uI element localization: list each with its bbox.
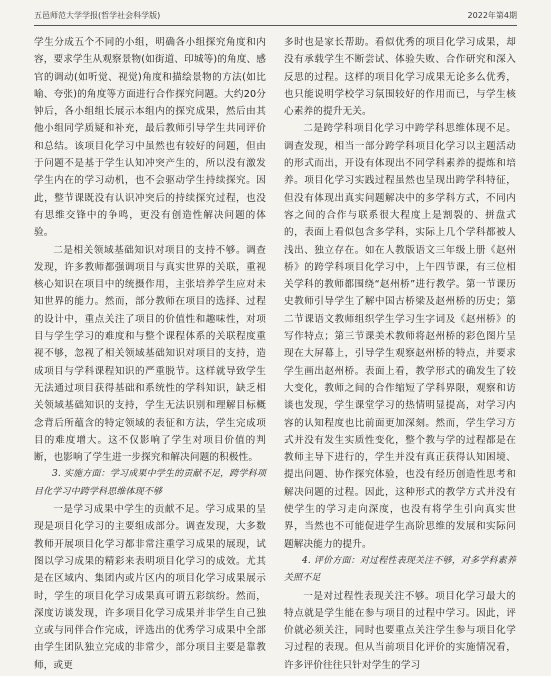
journal-name: 五邑师范大学学报(哲学社会科学版) (34, 11, 161, 20)
paragraph: 学生分成五个不同的小组，明确各小组探究角度和内容，要求学生从观察景物(如街道、印城等)的角度、感官的调动(如听觉、视觉)角度和描绘景物的方法(如比喻、夸张)的角度等方面进行合作探究问题。大约20分钟后，各小组组长展示本组内的探究成果，然后由其他小组同学质疑和补充，最后教师引导学生共同评价和总结。该项目化学习中虽然也有较好的问题，但由于问题不是基于学生认知冲突产生的，所以没有激发学生内在的学习动机，也不会驱动学生持续探究。因此，整节课既没有认识冲突后的持续探究过程，也没有思维交锋中的争鸣，更没有创造性解决问题的体验。 (34, 37, 266, 239)
paragraph: 一是学习成果中学生的贡献不足。学习成果的呈现是项目化学习的主要组成部分。调查发现，大多数教师开展项目化学习都非常注重学习成果的展现，试图以学习成果的精彩来表明项目化学习的成效。尤其是在区域内、集团内或片区内的项目化学习成果展示时，学生的项目化学习成果真可谓五彩缤纷。然而，深度访谈发现，许多项目化学习成果并非学生自己独立或与同伴合作完成，评选出的优秀学习成果中全部由学生团队独立完成的非常少，部分项目主要是靠教师，或更 (34, 504, 266, 671)
section-heading: 3. 实施方面：学习成果中学生的贡献不足，跨学科项目化学习中跨学科思维体现不够 (34, 469, 266, 497)
issue-number: 2022年第4期 (467, 11, 517, 20)
running-header (34, 9, 517, 26)
section-heading: 4. 评价方面：对过程性表现关注不够，对多学科素养关照不足 (284, 555, 516, 584)
right-column (284, 34, 516, 674)
left-column (34, 34, 266, 674)
paragraph: 一是对过程性表现关注不够。项目化学习最大的特点就是学生能在参与项目的过程中学习。因此，评价就必须关注，同时也要重点关注学生参与项目化学习过程的表现。但从当前项目化评价的实施情况看，许多评价往往只针对学生的学习 (284, 590, 516, 671)
paragraph: 多时也是家长帮助。看似优秀的项目化学习成果，却没有承载学生不断尝试、体验失败、合作研究和深入反思的过程。这样的项目化学习成果无论多么优秀，也只能说明学校学习氛围较好的作用而已，与学生核心素养的提升无关。 (284, 37, 516, 118)
paragraph: 二是跨学科项目化学习中跨学科思维体现不足。调查发现，相当一部分跨学科项目化学习以主题活动的形式而出，开设有体现出不同学科素养的提炼和培养。项目化学习实践过程虽然也呈现出跨学科特征，但没有体现出真实问题解决中的多学科方式，不同内容之间的合作与联系很大程度上是割裂的、拼盘式的，表面上看似包含多学科，实际上几个学科都被人浅出、独立存在。如在人教版语文三年级上册《赵州桥》的跨学科项目化学习中，上午四节课，有三位相关学科的教师都围绕“赵州桥”进行教学。第一节课历史教师引导学生了解中国古桥梁及赵州桥的历史；第二节课语文教师组织学生学习生字词及《赵州桥》的写作特点；第三节课美术教师将赵州桥的彩色图片呈现在大屏幕上，引导学生观察赵州桥的特点，并要求学生画出赵州桥。表面上看，教学形式的确发生了较大变化，教师之间的合作缩短了学科界限，观察和访谈也发现，学生课堂学习的热情明显提高，对学习内容的认知程度也比前面更加深刻。然而，学生学习方式并没有发生实质性变化，整个教与学的过程都是在教师主导下进行的，学生并没有真正获得认知困境、提出问题、协作探究体验，也没有经历创造性思考和解决问题的过程。因此，这种形式的教学方式并没有使学生的学习走向深度，也没有将学生引向真实世界，当然也不可能促进学生高阶思维的发展和实际问题解决能力的提升。 (284, 123, 516, 550)
paragraph: 二是相关领域基础知识对项目的支持不够。调查发现，许多教师都强调项目与真实世界的关联，重视核心知识在项目中的统摄作用，主张培养学生应对未知世界的能力。然而，部分教师在项目的选择、过程的设计中，重点关注了项目的价值性和趣味性，对项目与学生学习的难度和与整个课程体系的关联程度重视不够，忽视了相关领域基础知识对项目的支持，造成项目与学科课程知识的严重脱节。这样就导致学生无法通过项目获得基础和系统性的学科知识，缺乏相关领域基础知识的支持，学生无法识别和理解目标概念背后所蕴含的特定领域的表征和方法，学生完成项目的难度增大。这不仅影响了学生对项目价值的判断，也影响了学生进一步探究和解决问题的积极性。 (34, 244, 266, 464)
